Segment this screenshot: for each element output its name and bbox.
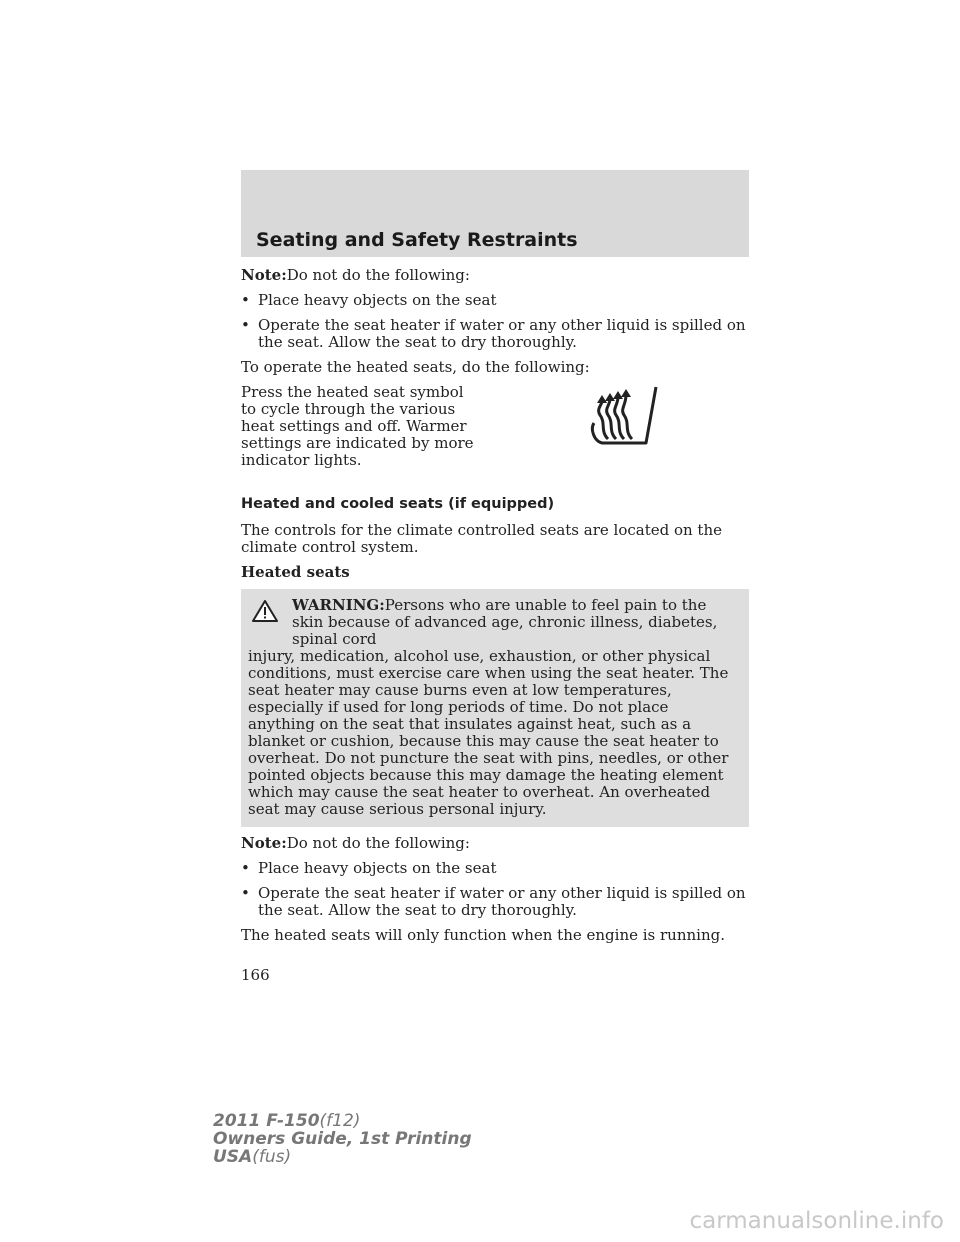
- warning-label: WARNING:: [292, 596, 385, 614]
- print-footer: [213, 1112, 472, 1166]
- subheading: Heated seats: [241, 563, 350, 581]
- note-label: Note:: [241, 834, 287, 852]
- note-paragraph: [241, 267, 749, 284]
- intro-paragraph: The controls for the climate controlled seats are located on the climate control system.: [241, 521, 722, 556]
- bullet-icon: •: [241, 291, 250, 309]
- section-header: [241, 170, 749, 257]
- heated-seat-instruction: [241, 384, 749, 496]
- note-paragraph: [241, 835, 749, 852]
- watermark: carmanualsonline.info: [689, 1208, 944, 1234]
- warning-box: [241, 589, 749, 827]
- footer-model-code: (f12): [319, 1111, 361, 1131]
- list-item-text: Operate the seat heater if water or any other liquid is spilled on the seat. Allow the seat to dry thoroughly.: [258, 316, 746, 351]
- heated-seat-icon: [586, 379, 661, 454]
- note-label: Note:: [241, 266, 287, 284]
- note-text: Do not do the following:: [286, 266, 470, 284]
- bullet-icon: •: [241, 859, 250, 877]
- list-item: [241, 885, 749, 919]
- footer-line: [213, 1148, 472, 1166]
- list-item-text: Operate the seat heater if water or any other liquid is spilled on the seat. Allow the seat to dry thoroughly.: [258, 884, 746, 919]
- warning-first-text: Persons who are unable to feel pain to the skin because of advanced age, chronic illness, diabetes, spinal cord: [292, 596, 718, 648]
- footer-line: [213, 1112, 472, 1130]
- list-item-text: Place heavy objects on the seat: [258, 859, 497, 877]
- warning-first-lines: [248, 597, 739, 648]
- press-paragraph: Press the heated seat symbol to cycle through the various heat settings and off. Warmer settings are indicated by more indicator lights.: [241, 383, 474, 469]
- warning-text: injury, medication, alcohol use, exhaustion, or other physical conditions, must exercise care when using the seat heater. The seat heater may cause burns even at low temperatures, especially if used for long periods of time. Do not place anything on the seat that insulates against heat, such as a blanket or cushion, because this may cause the seat heater to overheat. Do not puncture the seat with pins, needles, or other pointed objects because this may damage the heating element which may cause the seat heater to overheat. An overheated seat may cause serious personal injury.: [248, 647, 729, 818]
- footer-guide: Owners Guide, 1st Printing: [213, 1129, 472, 1149]
- warning-triangle-icon: [251, 599, 279, 623]
- list-item: [241, 317, 749, 351]
- operate-paragraph: To operate the heated seats, do the following:: [241, 358, 590, 376]
- list-item: [241, 860, 749, 877]
- footer-market: USA: [213, 1147, 253, 1167]
- footer-model: 2011 F-150: [213, 1111, 320, 1131]
- section-title: Seating and Safety Restraints: [256, 229, 578, 251]
- section-heading: Heated and cooled seats (if equipped): [241, 496, 555, 512]
- closing-paragraph: The heated seats will only function when the engine is running.: [241, 926, 725, 944]
- note-text: Do not do the following:: [286, 834, 470, 852]
- footer-market-code: (fus): [252, 1147, 292, 1167]
- page-content: [241, 267, 749, 952]
- list-item: [241, 292, 749, 309]
- page-number: 166: [241, 966, 270, 984]
- bullet-icon: •: [241, 884, 250, 902]
- bullet-icon: •: [241, 316, 250, 334]
- list-item-text: Place heavy objects on the seat: [258, 291, 497, 309]
